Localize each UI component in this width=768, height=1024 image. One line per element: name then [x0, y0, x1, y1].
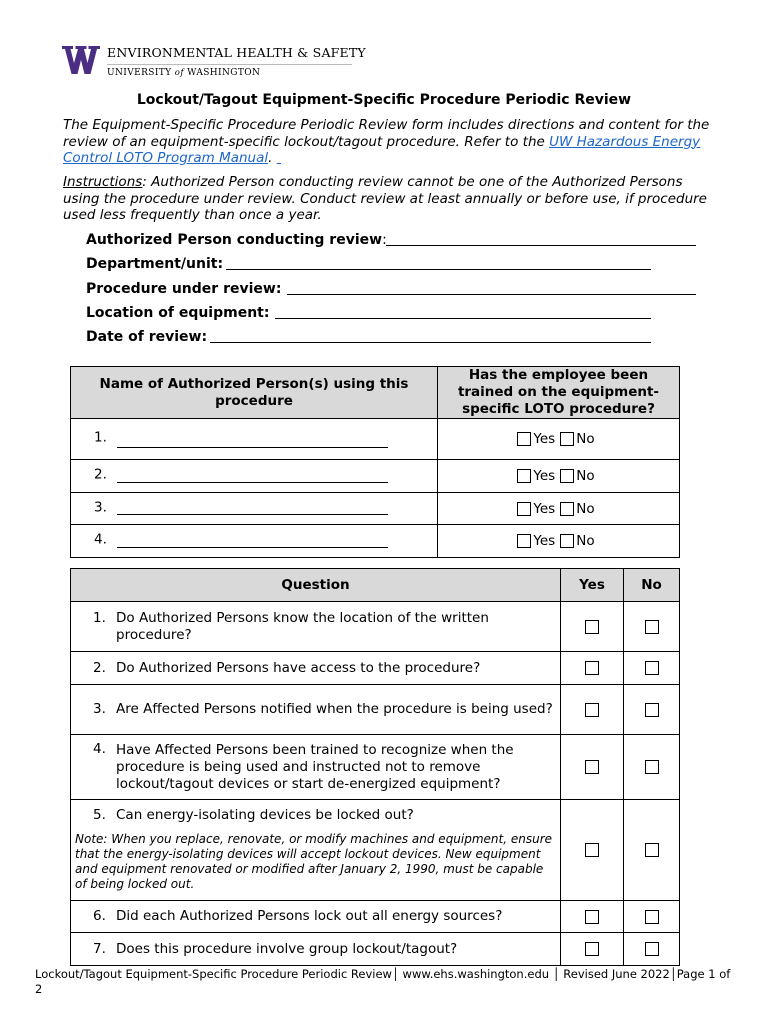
- question-number: 3.: [93, 701, 106, 717]
- no-checkbox[interactable]: [645, 661, 659, 675]
- question-text: Do Authorized Persons know the location of the written procedure?: [116, 609, 489, 643]
- no-label: No: [576, 431, 595, 447]
- table-row: [71, 901, 680, 933]
- field-reviewer-label: Authorized Person conducting review:: [86, 232, 387, 248]
- yes-checkbox[interactable]: [517, 534, 531, 548]
- no-checkbox[interactable]: [645, 843, 659, 857]
- table-row: [71, 602, 680, 652]
- yes-checkbox[interactable]: [517, 432, 531, 446]
- instructions-label: Instructions: [63, 174, 143, 190]
- question-number: 2.: [93, 659, 106, 676]
- question-text: Can energy-isolating devices be locked out?: [116, 807, 414, 823]
- question-text: Do Authorized Persons have access to the procedure?: [116, 659, 481, 676]
- question-text: Does this procedure involve group lockout/tagout?: [116, 940, 458, 957]
- no-checkbox[interactable]: [645, 760, 659, 774]
- table-row: [71, 419, 680, 460]
- yes-label: Yes: [533, 431, 556, 447]
- org-name: ENVIRONMENTAL HEALTH & SAFETY: [107, 45, 366, 60]
- page-footer: Lockout/Tagout Equipment-Specific Procedure Periodic Review│ www.ehs.washington.edu │ Revised June 2022│Page 1 of 2: [35, 967, 731, 996]
- yes-label: Yes: [533, 468, 556, 484]
- yes-header: Yes: [561, 569, 624, 602]
- question-number: 4.: [93, 741, 106, 757]
- yes-checkbox[interactable]: [585, 760, 599, 774]
- question-header: Question: [71, 569, 561, 602]
- question-number: 7.: [93, 940, 106, 957]
- yes-checkbox[interactable]: [585, 843, 599, 857]
- yes-label: Yes: [533, 500, 556, 517]
- instructions-paragraph: Instructions: Authorized Person conducting review cannot be one of the Authorized Persons using the procedure under review. Conduct review at least annually or before use, if procedure used less frequently than once a year.: [63, 174, 707, 223]
- table-row: [71, 460, 680, 493]
- field-date-line[interactable]: [210, 342, 651, 343]
- form-title: Lockout/Tagout Equipment-Specific Procedure Periodic Review: [136, 92, 632, 108]
- question-text: Did each Authorized Persons lock out all energy sources?: [116, 908, 503, 924]
- field-department-line[interactable]: [226, 269, 651, 270]
- loto-manual-link[interactable]: UW Hazardous Energy Control LOTO Program Manual: [63, 133, 701, 166]
- table-row: [71, 525, 680, 558]
- trailing-link-space[interactable]: [277, 150, 281, 166]
- person-name-line[interactable]: [117, 514, 388, 515]
- intro-paragraph: The Equipment-Specific Procedure Periodic Review form includes directions and content for the review of an equipment-specific lockout/tagout procedure. Refer to the UW Hazardous Energy Control LOTO Program Manual.: [63, 117, 710, 166]
- table-row: [71, 735, 680, 800]
- table-row: [71, 933, 680, 966]
- yes-checkbox[interactable]: [585, 942, 599, 956]
- no-label: No: [576, 468, 595, 484]
- person-name-line[interactable]: [117, 547, 388, 548]
- no-header: No: [624, 569, 680, 602]
- row-number: 4.: [94, 531, 107, 548]
- question-text: Have Affected Persons been trained to recognize when the procedure is being used and instructed not to remove lockout/tagout devices or start de-energized equipment?: [116, 741, 514, 792]
- row-number: 1.: [94, 429, 107, 446]
- yes-label: Yes: [533, 533, 556, 549]
- no-checkbox[interactable]: [645, 620, 659, 634]
- authorized-persons-table: [70, 366, 680, 558]
- field-reviewer-line[interactable]: [386, 245, 696, 246]
- no-label: No: [576, 500, 595, 517]
- no-checkbox[interactable]: [560, 432, 574, 446]
- question-number: 1.: [93, 609, 106, 626]
- row-number: 3.: [94, 499, 107, 516]
- no-checkbox[interactable]: [645, 942, 659, 956]
- uw-w-logo-icon: [62, 46, 100, 74]
- table-row: [71, 493, 680, 525]
- field-location-line[interactable]: [275, 318, 651, 319]
- field-location-label: Location of equipment:: [86, 305, 270, 321]
- question-note: Note: When you replace, renovate, or modify machines and equipment, ensure that the energy-isolating devices will accept lockout devices. New equipment and equipment renovated or modified after January 2, 1990, must be capable of being locked out.: [75, 832, 553, 891]
- field-date-label: Date of review:: [86, 329, 208, 345]
- no-checkbox[interactable]: [645, 703, 659, 717]
- person-name-line[interactable]: [117, 482, 388, 483]
- yes-checkbox[interactable]: [585, 910, 599, 924]
- yes-checkbox[interactable]: [585, 703, 599, 717]
- field-procedure-line[interactable]: [287, 294, 696, 295]
- table-row: [71, 685, 680, 735]
- uw-ehs-logo: [62, 46, 366, 79]
- person-name-line[interactable]: [117, 447, 388, 448]
- no-checkbox[interactable]: [560, 534, 574, 548]
- persons-col-name-header: Name of Authorized Person(s) using this procedure: [71, 367, 438, 419]
- questions-table: [70, 568, 680, 966]
- table-row: [71, 652, 680, 685]
- no-checkbox[interactable]: [645, 910, 659, 924]
- question-number: 5.: [93, 807, 106, 823]
- table-row: [71, 800, 680, 901]
- persons-col-trained-header: Has the employee been trained on the equipment-specific LOTO procedure?: [438, 367, 680, 419]
- field-procedure-label: Procedure under review:: [86, 281, 282, 297]
- field-department-label: Department/unit:: [86, 256, 224, 272]
- yes-checkbox[interactable]: [517, 502, 531, 516]
- university-name: UNIVERSITY of WASHINGTON: [107, 64, 352, 79]
- yes-checkbox[interactable]: [517, 469, 531, 483]
- no-checkbox[interactable]: [560, 502, 574, 516]
- no-checkbox[interactable]: [560, 469, 574, 483]
- yes-checkbox[interactable]: [585, 620, 599, 634]
- yes-checkbox[interactable]: [585, 661, 599, 675]
- row-number: 2.: [94, 466, 107, 483]
- question-number: 6.: [93, 908, 106, 924]
- question-text: Are Affected Persons notified when the procedure is being used?: [116, 701, 553, 717]
- no-label: No: [576, 533, 595, 549]
